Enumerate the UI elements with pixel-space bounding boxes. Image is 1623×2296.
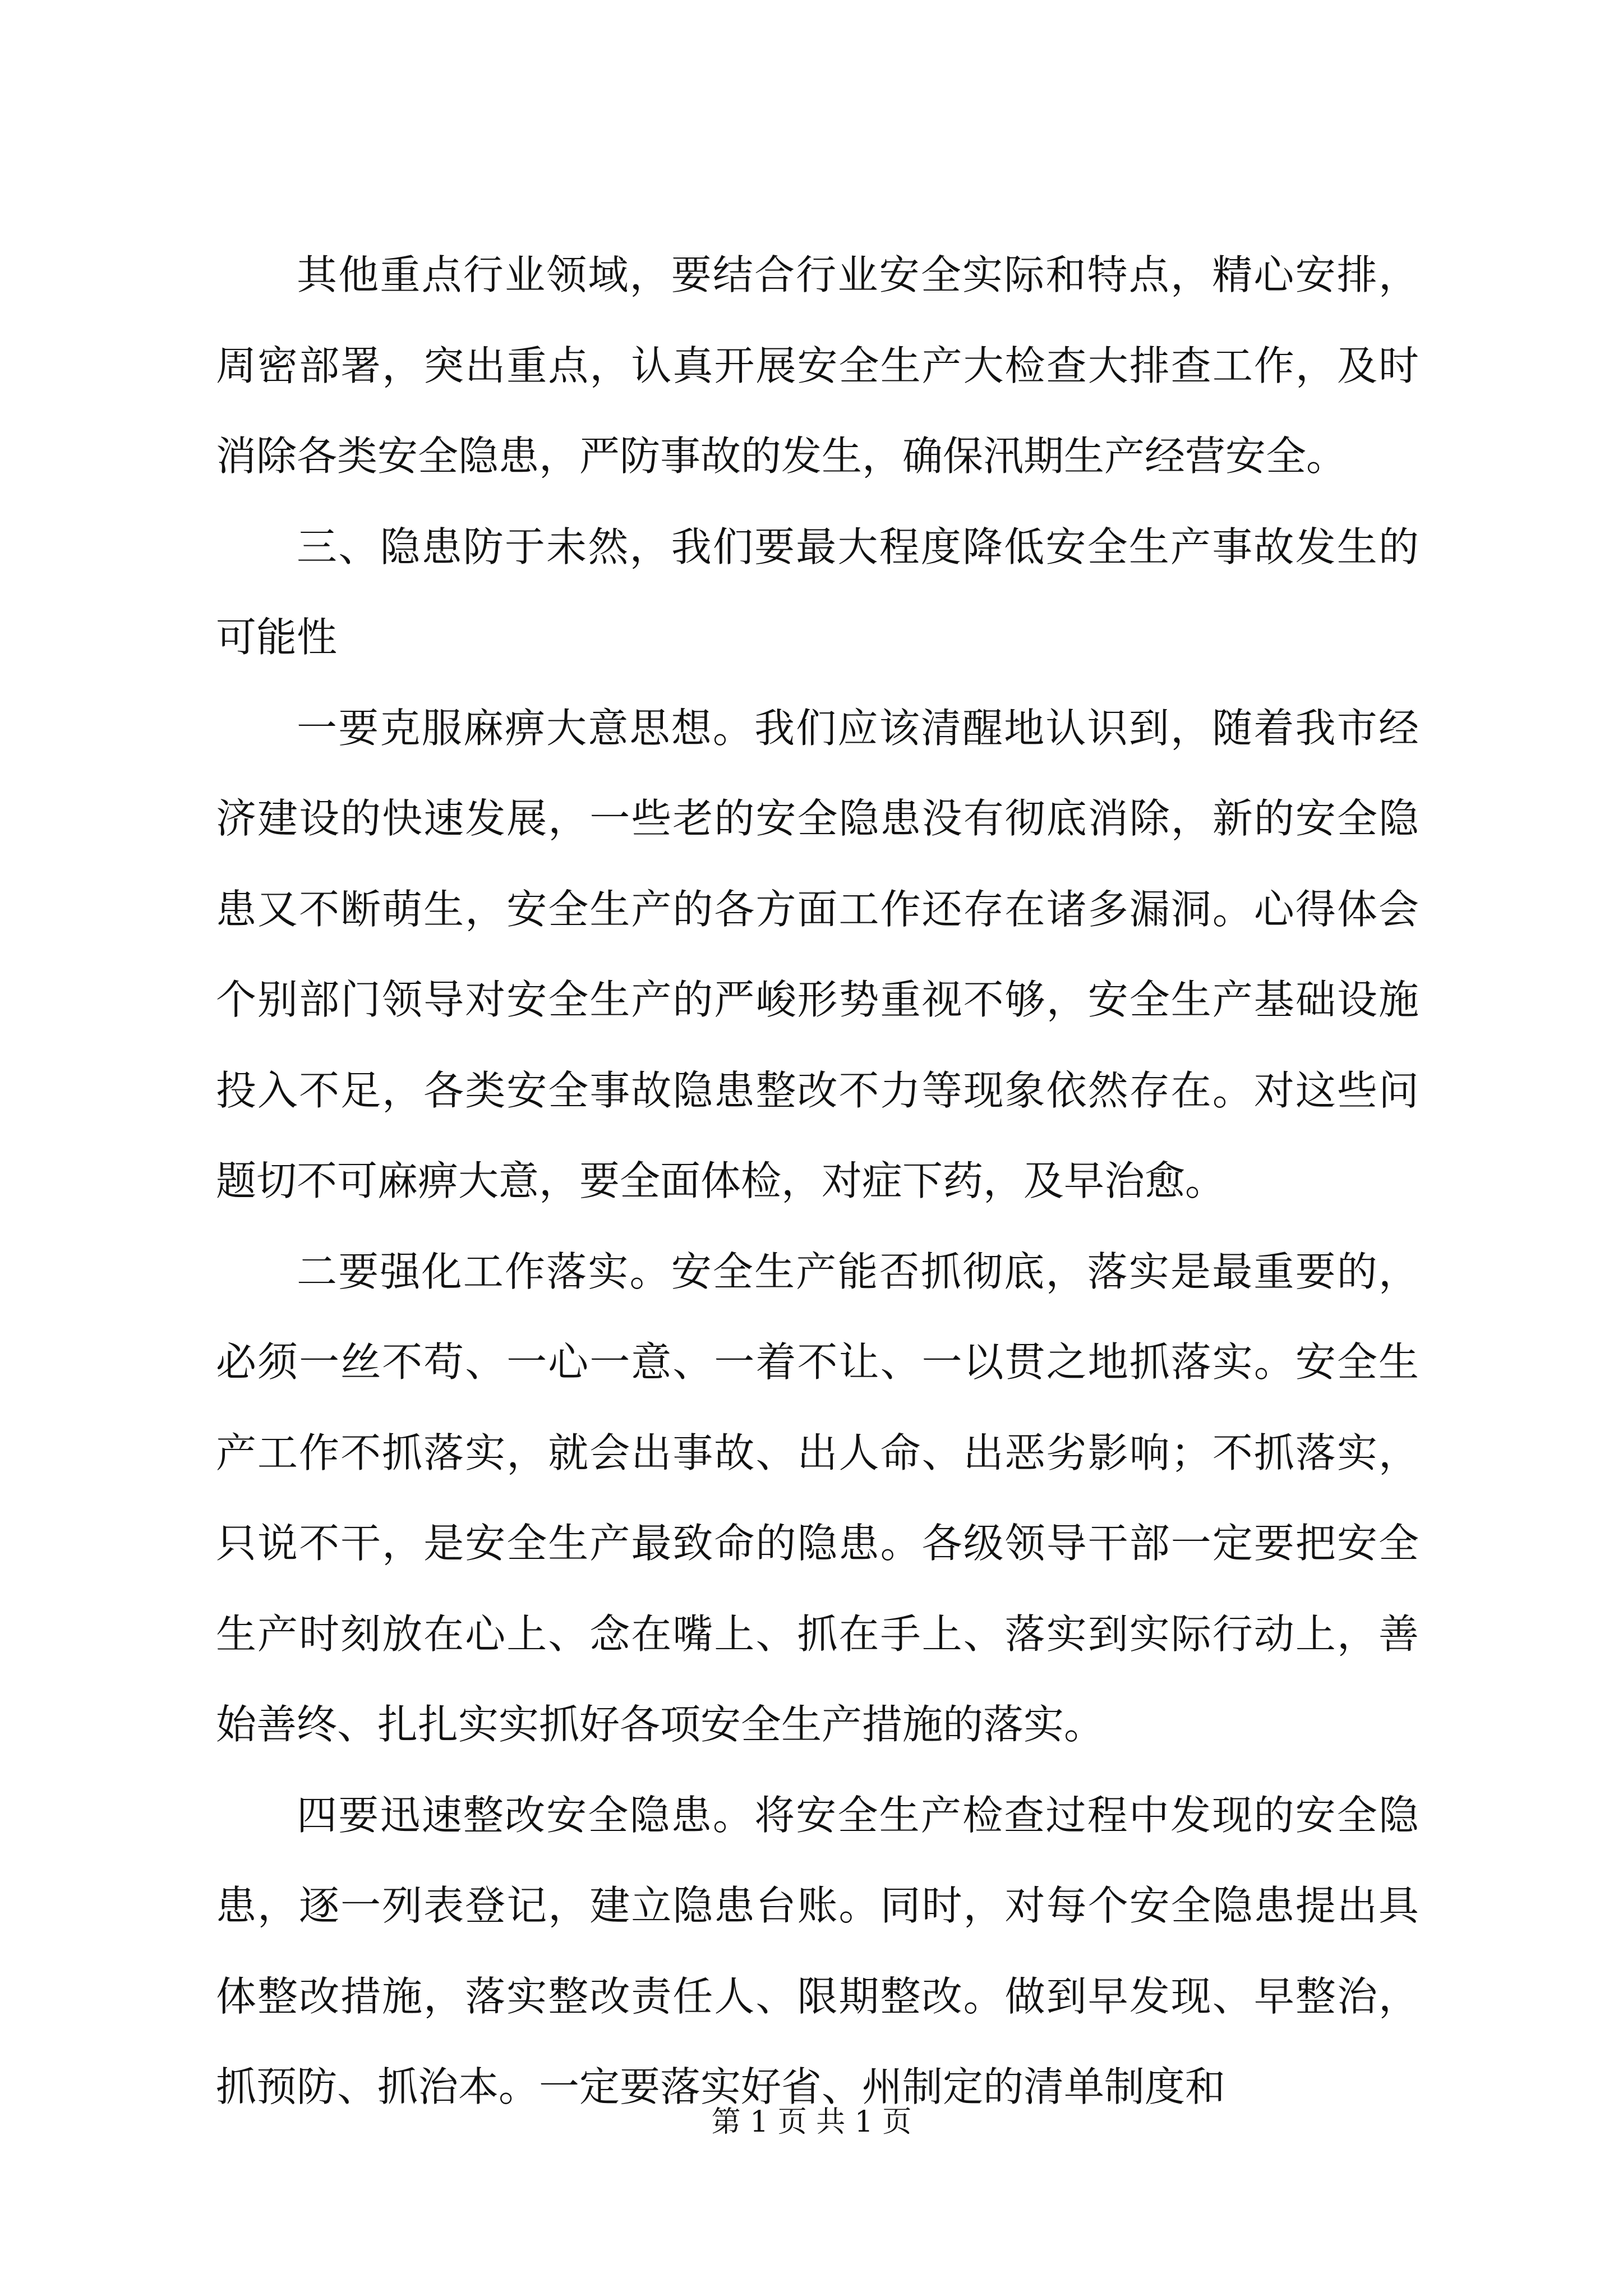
paragraph-rectify-hazards: 四要迅速整改安全隐患。将安全生产检查过程中发现的安全隐患，逐一列表登记，建立隐患台账。同时，对每个安全隐患提出具体整改措施，落实整改责任人、限期整改。做到早发现、早整治，抓预防、抓治本。一定要落实好省、州制定的清单制度和 [216,1791,1419,2110]
section-heading-three: 三、隐患防于未然，我们要最大程度降低安全生产事故发生的可能性 [216,523,1419,661]
page-footer: 第 1 页 共 1 页 [711,2105,912,2139]
paragraph-strengthen-implementation: 二要强化工作落实。安全生产能否抓彻底，落实是最重要的，必须一丝不苟、一心一意、一着不让、一以贯之地抓落实。安全生产工作不抓落实，就会出事故、出人命、出恶劣影响；不抓落实，只说不干，是安全生产最致命的隐患。各级领导干部一定要把安全生产时刻放在心上、念在嘴上、抓在手上、落实到实际行动上，善始善终、扎扎实实抓好各项安全生产措施的落实。 [216,1248,1419,1748]
paragraph-overcome-complacency: 一要克服麻痹大意思想。我们应该清醒地认识到，随着我市经济建设的快速发展，一些老的安全隐患没有彻底消除，新的安全隐患又不断萌生，安全生产的各方面工作还存在诸多漏洞。心得体会个别部门领导对安全生产的严峻形势重视不够，安全生产基础设施投入不足，各类安全事故隐患整改不力等现象依然存在。对这些问题切不可麻痹大意，要全面体检，对症下药，及早治愈。 [216,704,1419,1204]
document-body [216,230,1419,2133]
paragraph-flood-safety: 其他重点行业领域，要结合行业安全实际和特点，精心安排，周密部署，突出重点，认真开展安全生产大检查大排查工作，及时消除各类安全隐患，严防事故的发生，确保汛期生产经营安全。 [216,251,1419,480]
